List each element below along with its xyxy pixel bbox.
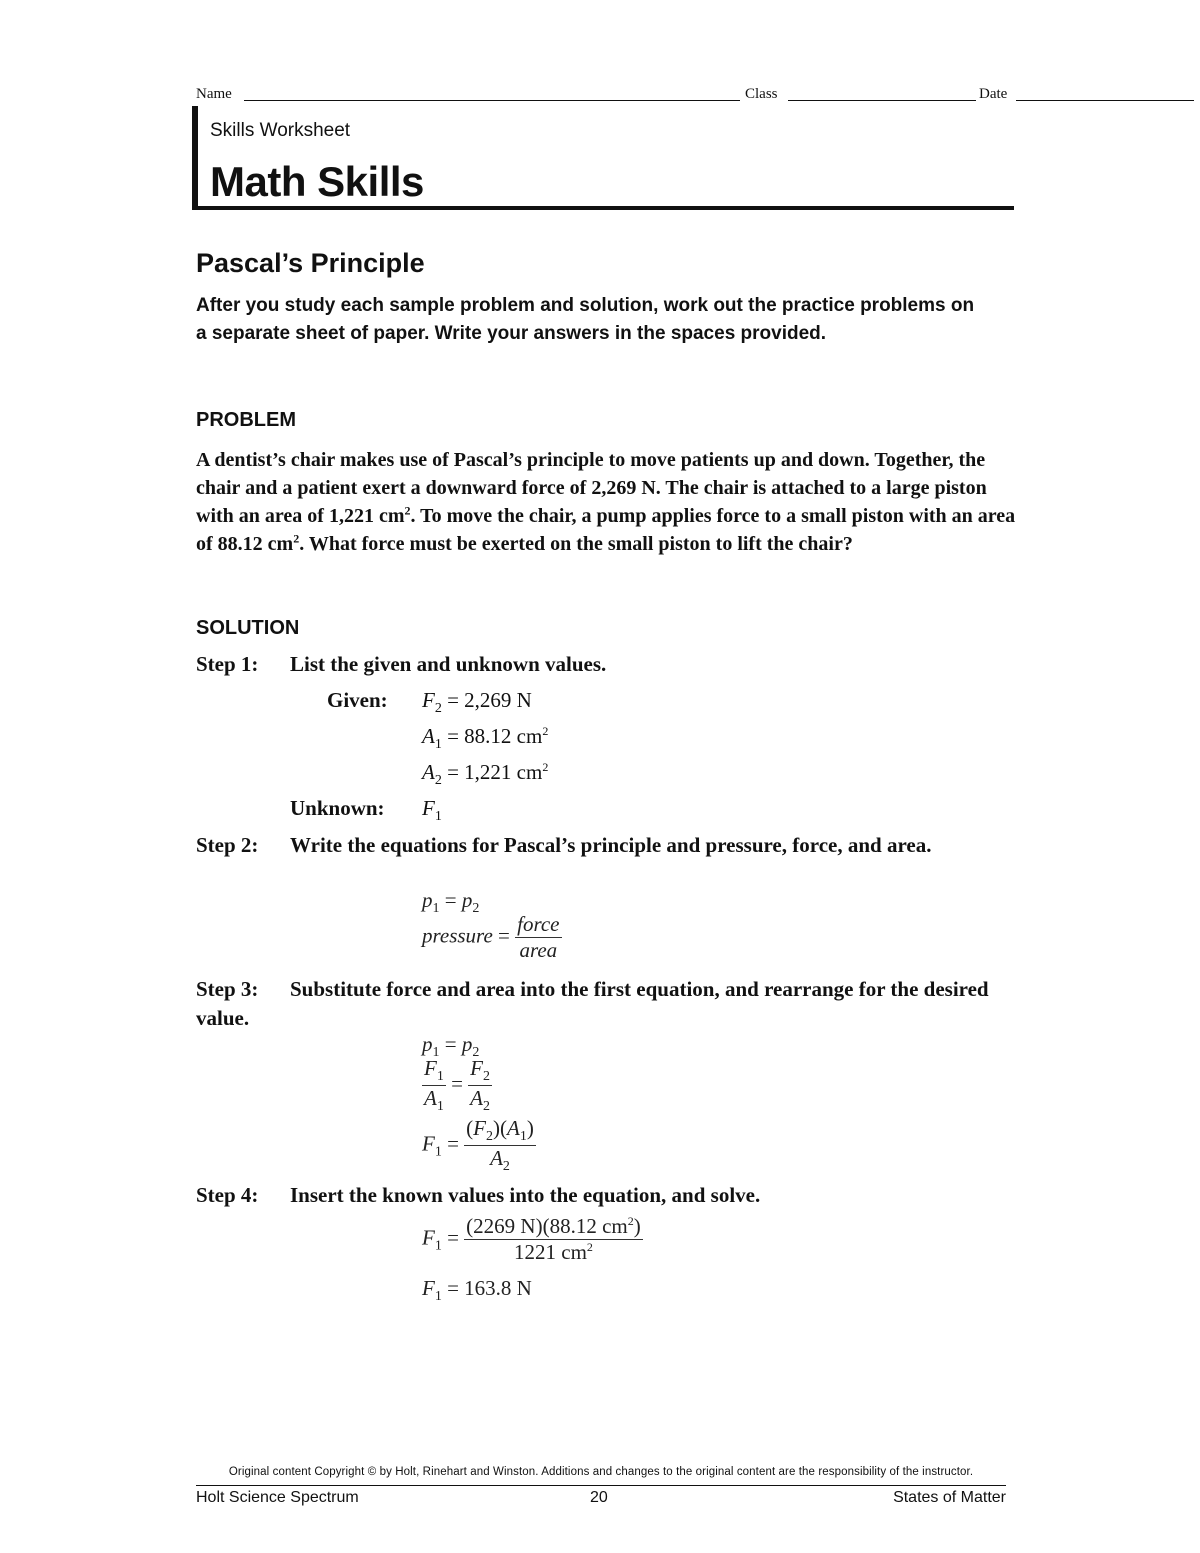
copyright-notice: Original content Copyright © by Holt, Rinehart and Winston. Additions and changes to the original content are the responsibility of the instructor. bbox=[228, 1466, 974, 1478]
date-label: Date bbox=[979, 86, 1008, 102]
eq-p1-p2: $p_1 = p_2$ bbox=[422, 888, 480, 917]
name-label: Name bbox=[196, 86, 232, 102]
title-box bbox=[192, 106, 1014, 210]
solution-label: SOLUTION bbox=[196, 617, 300, 639]
footer-chapter: States of Matter bbox=[893, 1489, 1006, 1506]
given-label: Given: bbox=[327, 688, 388, 712]
step-2: Step 2: Write the equations for Pascal’s principle and pressure, force, and area. bbox=[196, 833, 932, 857]
eq4-substitution: $F_1$ = $\frac{(2269 N)(88.12 cm^2)}{1221 cm^2}$ bbox=[422, 1214, 641, 1264]
eq3-ratio: $\frac{F_1}{A_1}$ = $\frac{F_2}{A_2}$ bbox=[424, 1056, 490, 1115]
date-field[interactable] bbox=[1016, 86, 1194, 101]
page-title: Math Skills bbox=[210, 158, 424, 205]
intro-paragraph: After you study each sample problem and solution, work out the practice problems on a separate sheet of paper. Write your answers in the spaces provided. bbox=[196, 295, 975, 344]
problem-label: PROBLEM bbox=[196, 409, 296, 431]
step-3: Step 3: Substitute force and area into the first equation, and rearrange for the desired value. bbox=[196, 977, 989, 1030]
page-number: 20 bbox=[590, 1489, 608, 1506]
problem-text: A dentist’s chair makes use of Pascal’s principle to move patients up and down. Together, the chair and a patient exert a downward force of 2,269 N. The chair is attached to a large piston with an area of 1,221 $cm^2$. To move the chair, a pump applies force to a small piston with an area of 88.12 $cm^2$. What force must be exerted on the small piston to lift the chair? bbox=[196, 449, 1016, 555]
unknown-f1: $F_1$ bbox=[422, 796, 442, 825]
given-f2: $F_2 = 2,269$ N bbox=[422, 688, 532, 717]
class-field[interactable] bbox=[788, 86, 976, 101]
student-info-header bbox=[196, 86, 1008, 106]
eq3-p1-p2: $p_1 = p_2$ bbox=[422, 1032, 480, 1061]
name-field[interactable] bbox=[244, 86, 740, 101]
section-title: Pascal’s Principle bbox=[196, 248, 425, 278]
footer-book-title: Holt Science Spectrum bbox=[196, 1489, 359, 1506]
step-1: Step 1: List the given and unknown values. bbox=[196, 652, 607, 676]
class-label: Class bbox=[745, 86, 778, 102]
given-a1: $A_1 = 88.12$ $cm^2$ bbox=[422, 724, 549, 753]
eq-pressure: pressure = $\frac{\text{force}}{\text{area}}$ bbox=[422, 912, 560, 962]
footer-divider bbox=[196, 1485, 1006, 1486]
unknown-label: Unknown: bbox=[290, 796, 385, 820]
worksheet-kicker: Skills Worksheet bbox=[210, 120, 351, 141]
eq4-result: $F_1 = 163.8$ N bbox=[422, 1276, 532, 1305]
given-a2: $A_2 = 1,221$ $cm^2$ bbox=[422, 760, 549, 789]
step-4: Step 4: Insert the known values into the equation, and solve. bbox=[196, 1183, 761, 1207]
eq3-f1: $F_1$ = $\frac{(F_2)(A_1)}{A_2}$ bbox=[422, 1116, 534, 1175]
